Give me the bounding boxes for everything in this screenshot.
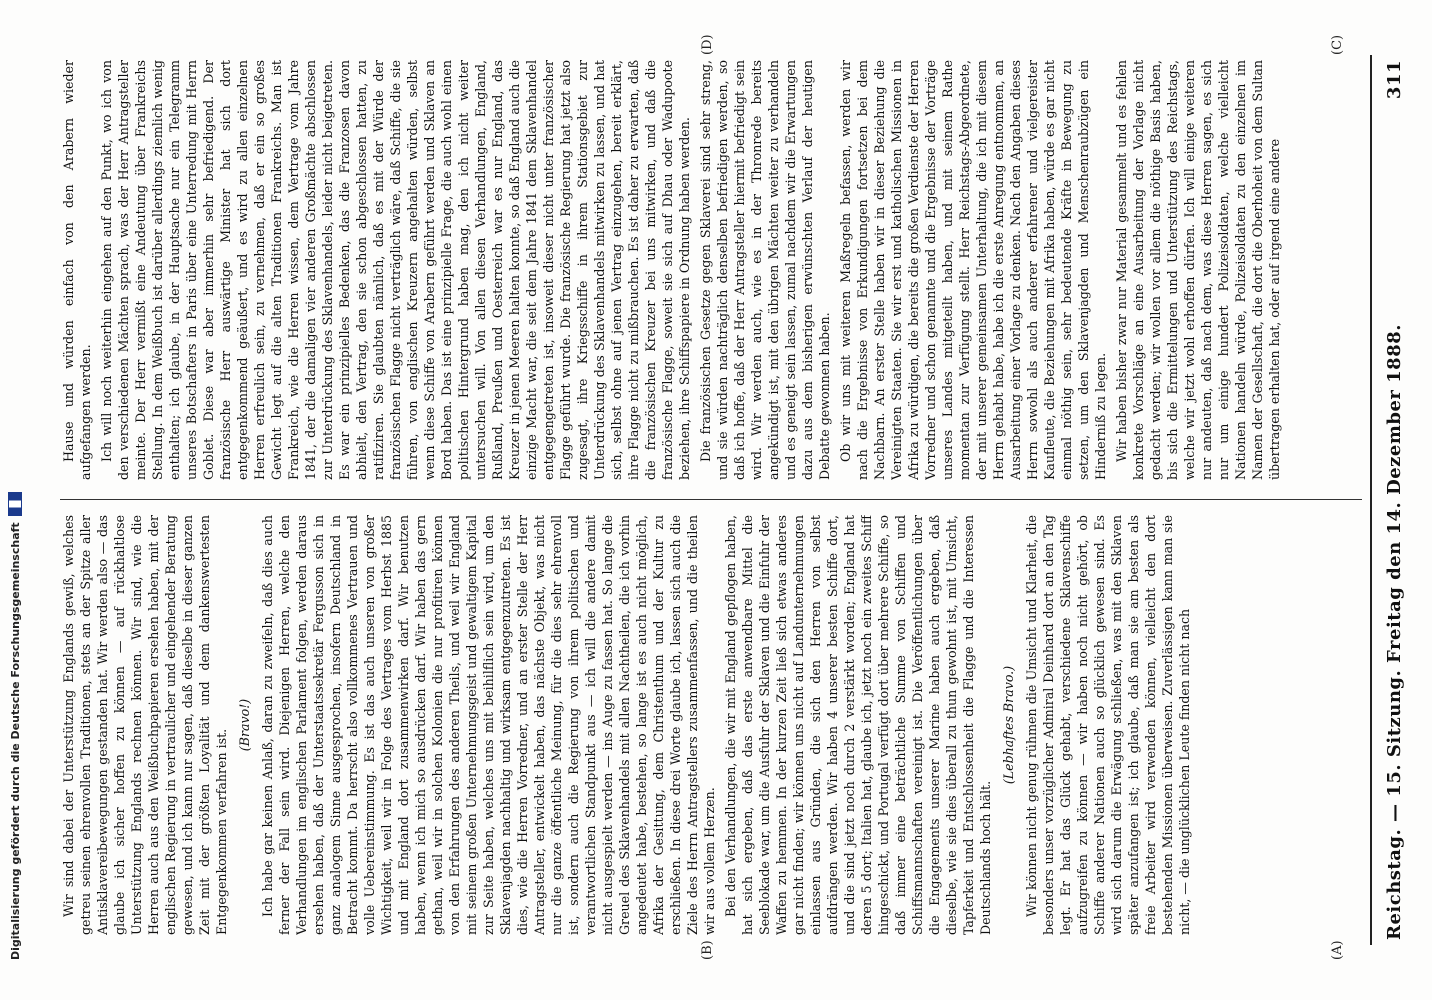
left-column-paragraph: (Lebhaftes Bravo.) <box>1001 665 1016 785</box>
left-column-paragraph: Ich habe gar keinen Anlaß, daran zu zweifeln, daß dies auch ferner der Fall sein wird. Diejenigen Herren, welche den Verhandlungen im englischen Parlament folgen, werden daraus ersehen haben, daß der Unterstaatssekretär Fergusson sich in ganz analogem Sinne ausgesprochen, insofern Deutschland in Betracht kommt. Da herrscht also vollkommenes Vertrauen und volle Uebereinstimmung. Es ist das auch unseren von großer Wichtigkeit, weil wir in Folge des Vertrages vom Herbst 1885 und mit England dort zusammenwirken darf. Wir benutzen haben, wenn ich mich so ausdrücken darf. Wir haben das gern gethan, weil wir in solchen Kolonien die nur profitiren können von den Erfahrungen des anderen Theils, und weil wir England mit seinem großen Unternehmungsgeist und gewaltigem Kapital zur Seite haben, welches uns mit beihilflich sein wird, um den Sklavenjagden nachhaltig und wirksam entgegenzutreten. Es ist dies, wie die Herren Vorredner, und an erster Stelle der Herr Antragsteller, entwickelt haben, das nächste Objekt, was nicht nur die ganze öffentliche Meinung, für die dies sehr ehrenvoll ist, sondern auch die Regierung von ihrem politischen und verantwortlichen Standpunkt aus — ich will die andere damit nicht ausgespielt werden — ins Auge zu fassen hat. So lange die Greuel des Sklavenhandels mit allen Nachtheilen, die ich vorhin angedeutet habe, bestehen, so lange ist es auch nicht möglich, Afrika der Gesittung, dem Christenthum und der Kultur zu erschließen. In diese drei Worte glaube ich, lassen sich auch die Ziele des Herrn Antragstellers zusammenfassen, und die theilen wir aus vollem Herzen. <box>260 515 717 935</box>
right-column-paragraph: Ich will noch weiterhin eingehen auf den Punkt, wo ich von den verschiedenen Mächten sprach, was der Herr Antragsteller meinte. Der Herr vermißt eine Andeutung über Frankreichs Stellung. In dem Weißbuch ist darüber allerdings ziemlich wenig enthalten; ich glaube, in der Hauptsache nur ein Telegramm unseres Botschafters in Paris über eine Unterredung mit Herrn Goblet. Diese war aber immerhin sehr befriedigend. Der französische Herr auswärtige Minister hat sich dort entgegenkommend geäußert, und es wird zu allen einzelnen Herren erfreulich sein, zu vernehmen, daß er ein so großes Gewicht legt auf die alten Traditionen Frankreichs. Man ist Frankreich, wie die Herren wissen, dem Vertrage vom Jahre 1841, der die damaligen vier anderen Großmächte abschlossen zur Unterdrückung des Sklavenhandels, leider nicht beigetreten. Es war ein prinzipielles Bedenken, das die Franzosen davon abhielt, den Vertrag, den sie schon abgeschlossen hatten, zu ratifiziren. Sie glaubten nämlich, daß es mit der Würde der französischen Flagge nicht verträglich wäre, daß Schiffe, die sie führen, von englischen Kreuzern angehalten würden, selbst wenn diese Schiffe von Arabern geführt werden und Sklaven an Bord haben. Das ist eine prinzipielle Frage, die auch wohl einen politischen Hintergrund haben mag, den ich nicht weiter untersuchen will. Von allen diesen Verhandlungen, England, Rußland, Preußen und Oesterreich war es nur England, das Kreuzer in jenen Meeren halten konnte, so daß England auch die einzige Macht war, die seit dem Jahre 1841 dem Sklavenhandel entgegengetreten ist, insoweit dieser nicht unter französischer Flagge geführt wurde. Die französische Regierung hat jetzt also zugesagt, ihre Kriegsschiffe in ihrem Stationsgebiet zur Unterdrückung des Sklavenhandels mitwirken zu lassen, und hat sich, selbst ohne auf jenen Vertrag einzugehen, bereit erklärt, ihre Flagge nicht zu mißbrauchen. Es ist daher zu erwarten, daß die französischen Kreuzer bei uns mitwirken, und daß die französische Flagge, soweit sie sich auf Dhau oder Wadupoote beziehen, ihre Schiffspapiere in Ordnung haben werden. <box>99 60 692 480</box>
margin-marker-d: (D) <box>700 34 715 55</box>
right-column-paragraph: Hause und würden einfach von den Arabern wieder aufgefangen werden. <box>61 60 93 480</box>
left-column-paragraph: Bei den Verhandlungen, die wir mit England gepflogen haben, hat sich ergeben, daß das erste anwendbare Mittel die Seeblokade war, um die Ausfuhr der Sklaven und die Einfuhr der Waffen zu hemmen. In der kurzen Zeit ließ sich etwas anderes gar nicht finden; wir können uns nicht auf Landunternehmungen einlassen aus Gründen, die sich den Herren von selbst aufdrängen werden. Wir haben 4 unserer besten Schiffe dort, und die sind jetzt noch durch 2 verstärkt worden; England hat deren 5 dort; Italien hat, glaube ich, jetzt noch ein zweites Schiff hingeschickt, und Portugal verfügt dort über mehrere Schiffe, so daß immer eine beträchtliche Summe von Schiffen und Schiffsmannschaften vereinigt ist. Die Veröffentlichungen über die Engagements unserer Marine haben auch ergeben, daß dieselbe, wie sie dies überall zu thun gewohnt ist, mit Umsicht, Tapferkeit und Entschlossenheit die Flagge und die Interessen Deutschlands hoch hält. <box>723 515 993 935</box>
left-column-paragraph: (Bravo!) <box>237 698 252 752</box>
digitization-note: Digitalisierung gefördert durch die Deutsche Forschungsgemeinschaft <box>8 522 22 960</box>
header-rule <box>1370 55 1372 945</box>
dfg-logo-icon <box>8 492 22 516</box>
page-title: Reichstag. — 15. Sitzung. Freitag den 14. Dezember 1888. <box>1383 323 1405 940</box>
right-column-paragraph: Ob wir uns mit weiteren Maßregeln befassen, werden wir nach die Ergebnisse von Erkundigungen fortsetzen bei dem Nachbarn. An erster Stelle haben wir in dieser Beziehung die Vereinigten Staaten. Sie wir erst und katholischen Missionen in Afrika zu würdigen, die bereits die großen Verdienste der Herren Vorredner und schon genannte und die Ergebnisse der Vorträge unseres Landes mitgeteilt haben, und mit seinem Rathe momentan zur Verfügung stellt. Herr Reichstags-Abgeordnete, der mit unserer gemeinsamen Unterhaltung, die ich mit diesem Herrn gehabt habe, habe ich die erste Anregung entnommen, an Ausarbeitung einer Vorlage zu denken. Nach den Angaben dieses Herrn sowohl als auch anderer erfahrener und vielgereister Kaufleute, die Beziehungen mit Afrika haben, würde es gar nicht einmal nöthig sein, sehr bedeutende Kräfte in Bewegung zu setzen, um den Sklavenjagden und Menschenraubzügen ein Hinderniß zu legen. <box>838 60 1108 480</box>
page-header <box>1380 60 1408 940</box>
column-divider <box>60 499 1362 500</box>
right-column <box>60 60 1357 480</box>
right-column-paragraph: Die französischen Gesetze gegen Sklaverei sind sehr streng, und sie würden nachträglich denselben befriedigen werden, so daß ich hoffe, daß der Herr Antragsteller hiermit befriedigt sein wird. Wir werden auch, wie es in der Thronrede bereits angekündigt ist, mit den übrigen Mächten weiter zu verhandeln und es geneigt sein lassen, zumal nachdem wir die Erwartungen dazu aus dem bisherigen erwünschten Verlauf der heutigen Debatte gewonnen haben. <box>698 60 832 480</box>
left-column-paragraph: Wir können nicht genug rühmen die Umsicht und Klarheit, die besonders unser vorzüglicher Admiral Deinhard dort an den Tag legt. Er hat das Glück gehabt, verschiedene Sklavenschiffe aufzugreifen zu können — wir haben noch nicht gehört, ob Schiffe anderer Nationen auch so glücklich gewesen sind. Es wird sich darum die Erwägung schließen, was mit den Sklaven später anzufangen ist; ich glaube, daß man sie am besten als freie Arbeiter wird verwenden können, vielleicht den dort bestehenden Missionen überweisen. Zuverlässigen kann man sie nicht, — die unglücklichen Leute finden nicht nach <box>1024 515 1192 935</box>
margin-marker-c: (C) <box>1330 34 1345 55</box>
left-column <box>60 515 1357 935</box>
right-column-paragraph: Wir haben bisher zwar nur Material gesammelt und es fehlen konkrete Vorschläge an eine Ausarbeitung der Vorlage nicht gedacht werden; wir wollen vor allem die nöthige Basis haben, bis sich die Ermittelungen und Unterstützung des Reichstags, welche wir jetzt wohl erhoffen dürfen. Ich will einige weiteren nur andeuten, daß nach dem, was diese Herren sagen, es sich nur um einige hundert Polizeisoldaten, welche vielleicht Nationen handeln würde, Polizeisoldaten zu den einzelnen im Namen der Gesellschaft, die dort die Oberhoheit von dem Sultan übertragen erhalten hat, oder auf irgend eine andere <box>1114 60 1282 480</box>
margin-marker-a: (A) <box>1330 940 1345 960</box>
digitization-footer <box>0 0 30 1000</box>
left-column-paragraph: Wir sind dabei der Unterstützung Englands gewiß, welches getreu seinen ehrenvollen Traditionen, stets an der Spitze aller Antisklavereibewegungen gestanden hat. Wir werden also — das glaube ich sicher hoffen zu können — auf rückhaltlose Unterstützung Englands rechnen können. Wir sind, wie die Herren auch aus den Weißbuchpapieren ersehen haben, mit der englischen Regierung in vertraulicher und eingehender Beratung gewesen, und ich kann nur sagen, daß dieselbe in dieser ganzen Zeit mit der größten Loyalität und dem dankenswertesten Entgegenkommen verfahren ist. <box>61 515 229 935</box>
page-number: 311 <box>1383 60 1405 100</box>
margin-marker-b: (B) <box>700 940 715 960</box>
